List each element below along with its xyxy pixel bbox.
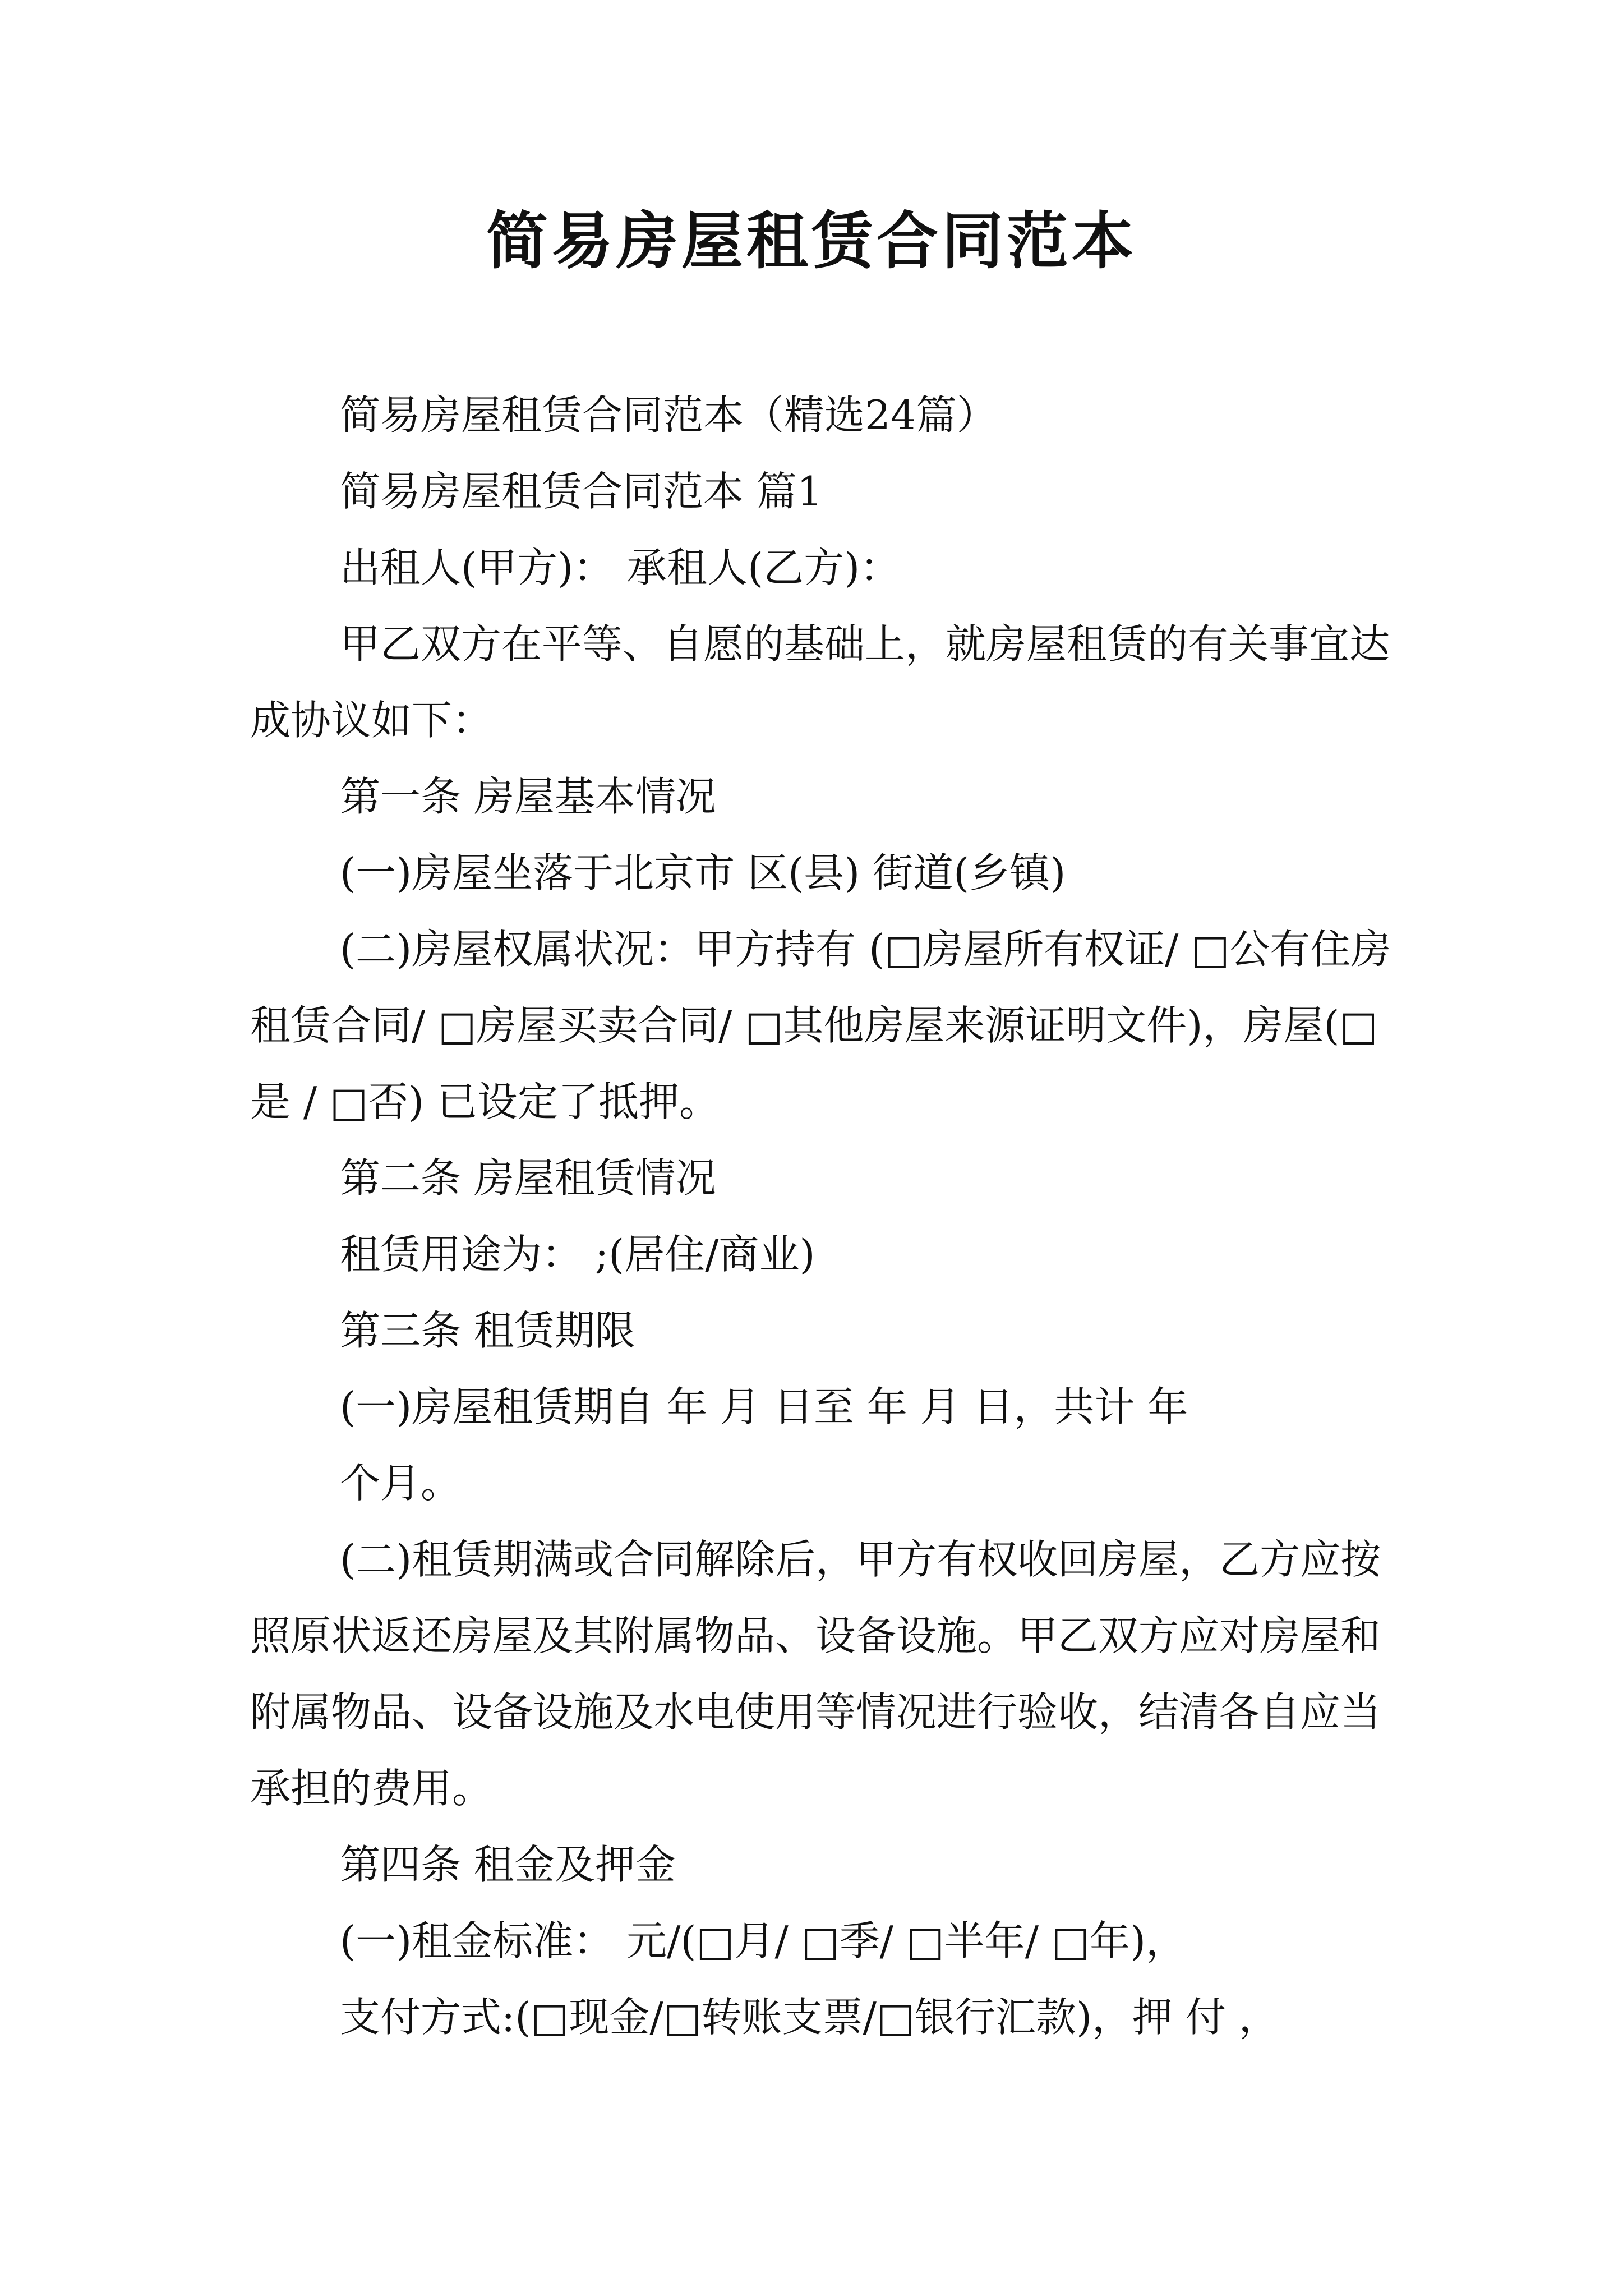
section-heading: 第四条 租金及押金 <box>340 1841 676 1888</box>
paragraph: (一)租金标准： 元/(□月/ □季/ □半年/ □年)， <box>340 1917 1187 1964</box>
paragraph: 简易房屋租赁合同范本 篇1 <box>340 468 823 515</box>
document-title: 简易房屋租赁合同范本 <box>486 205 1137 277</box>
paragraph: 租赁用途为： ;(居住/商业) <box>340 1231 815 1278</box>
section-heading: 第一条 房屋基本情况 <box>340 773 716 820</box>
paragraph: (一)房屋租赁期自 年 月 日至 年 月 日，共计 年 <box>340 1383 1188 1430</box>
paragraph: 个月。 <box>340 1460 462 1507</box>
paragraph: 支付方式:(□现金/□转账支票/□银行汇款)，押 付 ， <box>340 1994 1279 2041</box>
paragraph: 简易房屋租赁合同范本（精选24篇） <box>340 392 997 439</box>
section-heading: 第二条 房屋租赁情况 <box>340 1154 716 1202</box>
paragraph: (一)房屋坐落于北京市 区(县) 街道(乡镇) <box>340 849 1066 896</box>
paragraph: (二)租赁期满或合同解除后，甲方有权收回房屋，乙方应按照原状返还房屋及其附属物品、设备设施。甲乙双方应对房屋和附属物品、设备设施及水电使用等情况进行验收，结清各自应当承担的费用。 <box>250 1536 1381 1812</box>
paragraph: 出租人(甲方)： 承租人(乙方)： <box>340 544 901 591</box>
document-body <box>250 377 1400 2055</box>
paragraph: 甲乙双方在平等、自愿的基础上，就房屋租赁的有关事宜达成协议如下： <box>250 620 1390 744</box>
section-heading: 第三条 租赁期限 <box>340 1307 635 1354</box>
paragraph: (二)房屋权属状况：甲方持有 (□房屋所有权证/ □公有住房租赁合同/ □房屋买卖合同/ □其他房屋来源证明文件)，房屋(□是 / □否) 已设定了抵押。 <box>250 926 1391 1125</box>
